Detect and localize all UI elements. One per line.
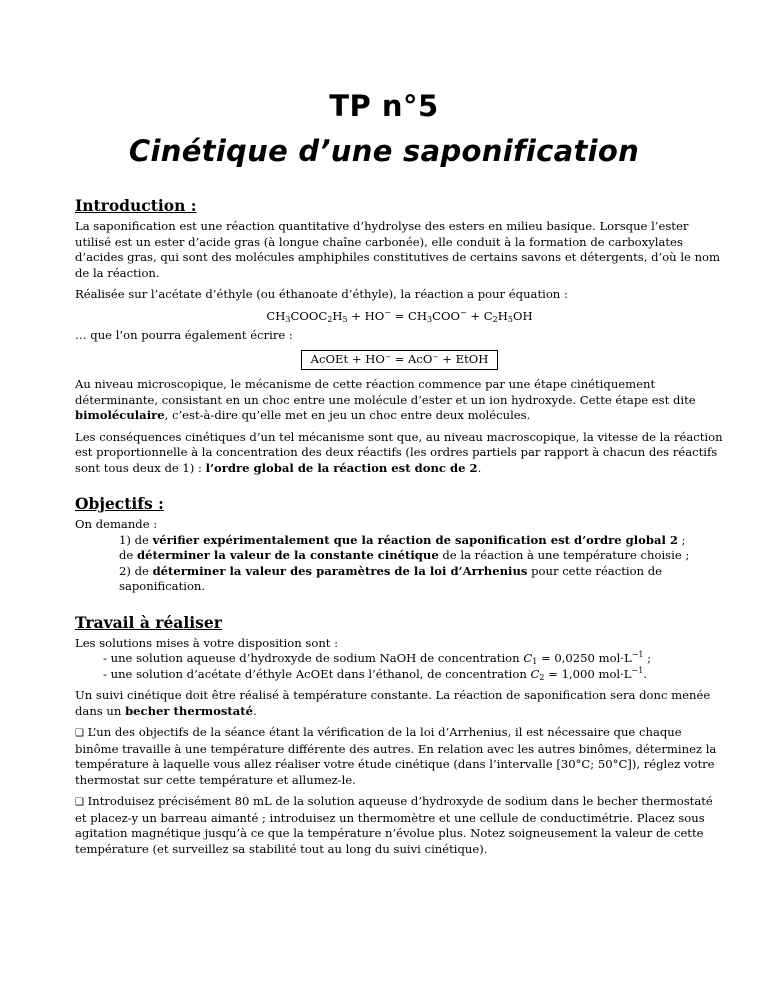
objectifs-heading: Objectifs :	[75, 494, 164, 513]
travail-paragraph-2: ❑ L’un des objectifs de la séance étant la vérification de la loi d’Arrhenius, il est nécessaire que chaque binôme travaille à une température différente des autres. En relation avec les autres binômes, déterminez la température à laquelle vous allez réaliser votre étude cinétique (dans l’intervalle [30°C; 50°C]), réglez votre thermostat sur cette température et allumez-le.	[75, 725, 717, 787]
title-block	[0, 86, 768, 171]
intro-paragraph-4: Au niveau microscopique, le mécanisme de cette réaction commence par une étape cinétiquement déterminante, consistant en un choc entre une molécule d’ester et un ion hydroxyde. Cette étape est dite bimoléculaire, c’est-à-dire qu’elle met en jeu un choc entre deux molécules.	[75, 377, 696, 422]
intro-paragraph-5: Les conséquences cinétiques d’un tel mécanisme sont que, au niveau macroscopique, la vitesse de la réaction est proportionnelle à la concentration des deux réactifs (les ordres partiels par rapport à chacun des réactifs sont tous deux de 1) : l’ordre global de la réaction est donc de 2.	[75, 429, 723, 475]
reaction-equation: $CH_3COOC_2H_5 + HO^- = CH_3COO^- + C_2H_5OH$	[266, 307, 533, 324]
travail-lead: Les solutions mises à votre disposition sont :	[75, 635, 339, 650]
checkbox-icon: ❑	[75, 797, 84, 808]
intro-heading: Introduction :	[75, 196, 197, 215]
solution-2: - une solution d’acétate d’éthyle AcOEt dans l’éthanol, de concentration $C_2 = 1,000$ $mol\cdot L^{-1}$.	[103, 665, 647, 682]
objectifs-list	[75, 533, 724, 595]
page-subtitle: Cinétique d’une saponification	[128, 134, 640, 168]
page-title: TP n°5	[329, 89, 439, 123]
travail-paragraph-1: Un suivi cinétique doit être réalisé à température constante. La réaction de saponification sera donc menée dans un becher thermostaté.	[75, 688, 711, 718]
objectif-item-1b: de déterminer la valeur de la constante cinétique de la réaction à une température choisie ;	[119, 548, 690, 562]
intro-paragraph-3: … que l’on pourra également écrire :	[75, 328, 293, 342]
objectifs-lead: On demande :	[75, 517, 158, 531]
document-body	[75, 196, 724, 863]
objectif-item-1: 1) de vérifier expérimentalement que la réaction de saponification est d’ordre global 2 ;	[119, 532, 686, 547]
boxed-equation: AcOEt + HO⁻ = AcO⁻ + EtOH	[301, 350, 499, 371]
checkbox-icon: ❑	[75, 728, 84, 739]
solution-1: - une solution aqueuse d’hydroxyde de sodium NaOH de concentration $C_1 = 0,0250$ $mol\cdot L^{-1}$ ;	[103, 650, 652, 666]
objectif-item-2: 2) de déterminer la valeur des paramètres de la loi d’Arrhenius pour cette réaction de saponification.	[119, 563, 662, 593]
travail-paragraph-3: ❑ Introduisez précisément 80 mL de la solution aqueuse d’hydroxyde de sodium dans le becher thermostaté et placez-y un barreau aimanté ; introduisez un thermomètre et une cellule de conductimétrie. Placez sous agitation magnétique jusqu’à ce que la température n’évolue plus. Notez soigneusement la valeur de cette température (et surveillez sa stabilité tout au long du suivi cinétique).	[75, 794, 713, 856]
intro-paragraph-1: La saponification est une réaction quantitative d’hydrolyse des esters en milieu basique. Lorsque l’ester utilisé est un ester d’acide gras (à longue chaîne carbonée), elle conduit à la formation de carboxylates d’acides gras, qui sont des molécules amphiphiles constitutives de certains savons et détergents, d’où le nom de la réaction.	[75, 219, 721, 280]
solutions-list	[75, 651, 724, 682]
travail-heading: Travail à réaliser	[75, 612, 222, 632]
intro-paragraph-2: Réalisée sur l’acétate d’éthyle (ou éthanoate d’éthyle), la réaction a pour équation :	[75, 287, 568, 301]
